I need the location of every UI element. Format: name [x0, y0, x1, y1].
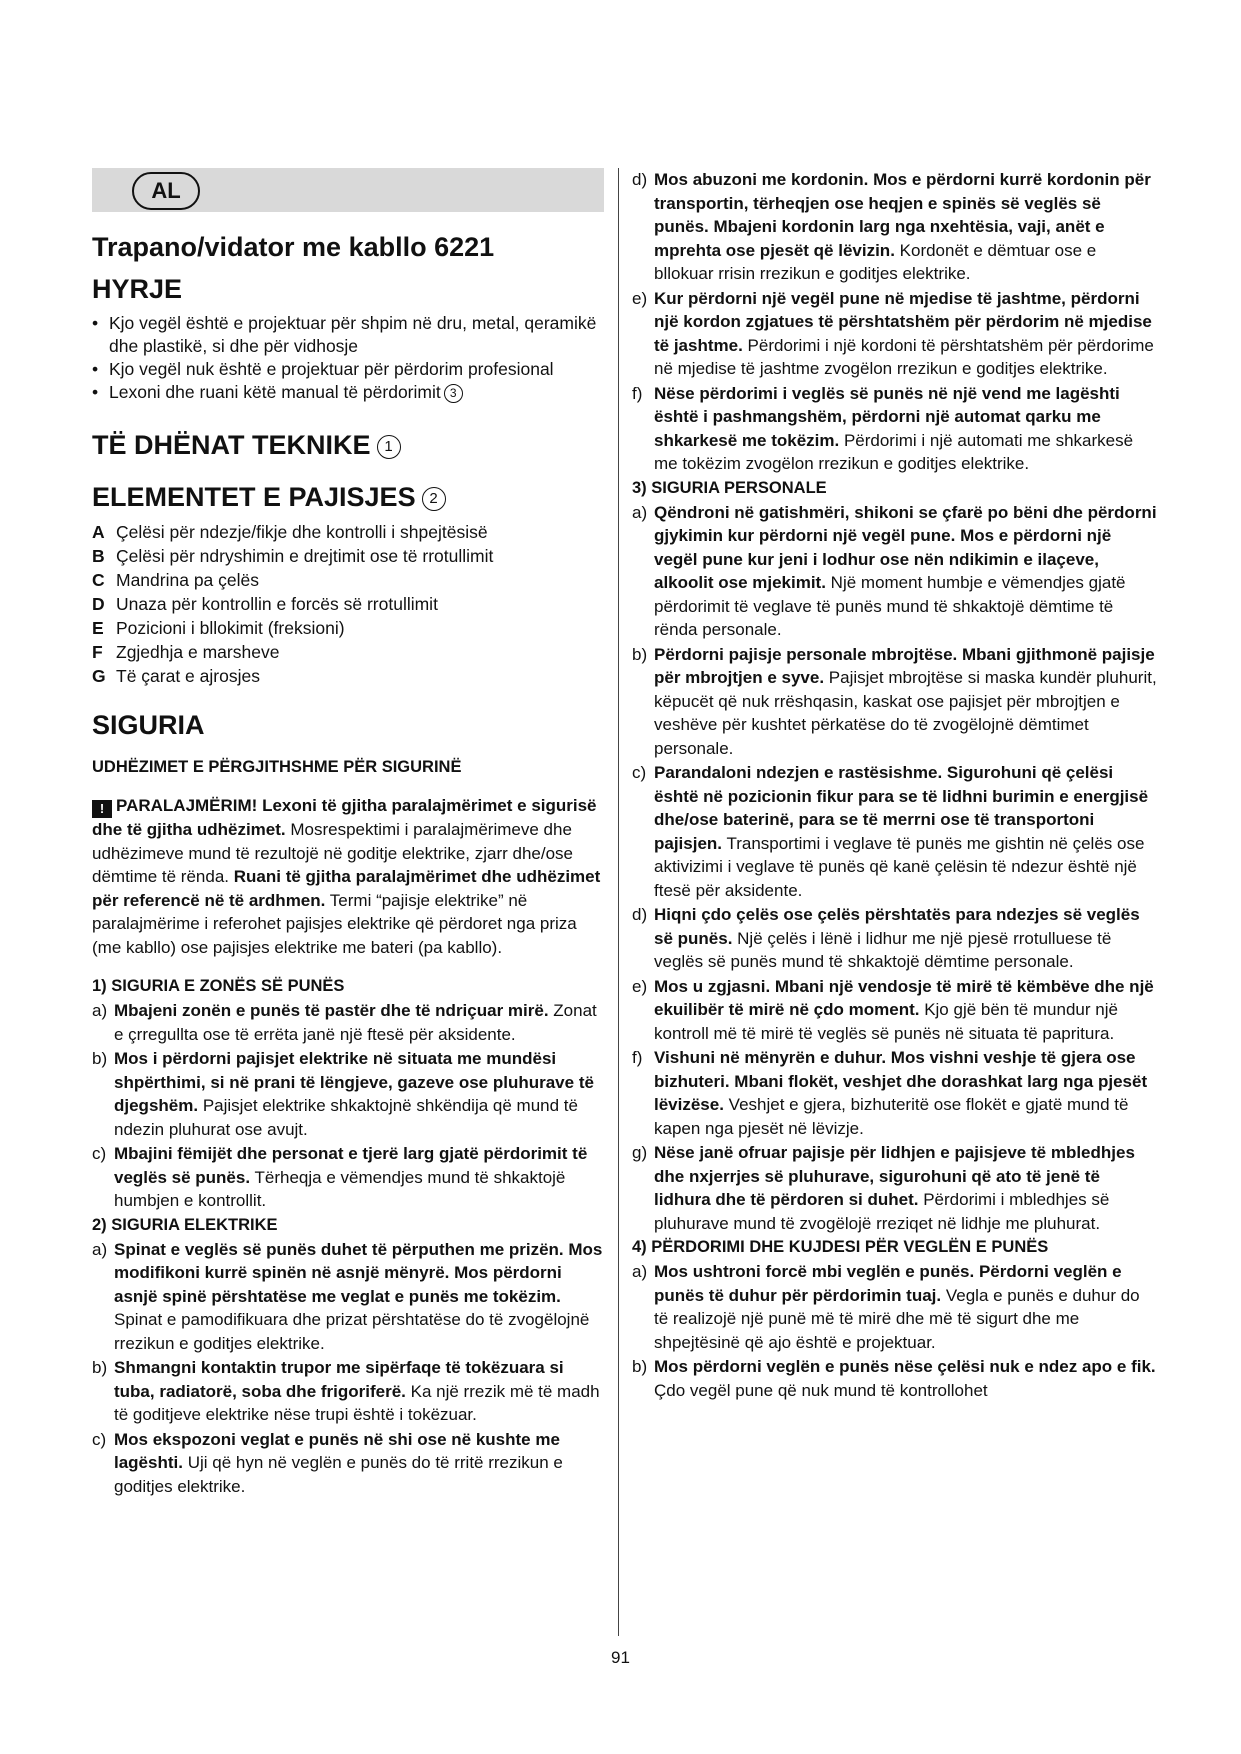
list-item: c) Mos ekspozoni veglat e punës në shi ose në kushte me lagështi. Uji që hyn në veglën e punës do të rritë rrezikun e goditjes elektrike.: [92, 1429, 563, 1496]
list-item: e) Kur përdorni një vegël pune në mjedise të jashtme, përdorni një kordon zgjatues të përshtatshëm për përdorim në mjedise të jashtme. Përdorimi i një kordoni të përshtatshëm për përdorime në mjedise të jashtme zvogëlon rrezikun e goditjes elektrike.: [632, 288, 1154, 378]
left-column: [92, 168, 604, 1499]
list-item: a) Qëndroni në gatishmëri, shikoni se çfarë po bëni dhe përdorni gjykimin kur përdorni një vegël pune. Mos e përdorni një vegël pune kur jeni i lodhur ose nën ndikimin e ilaçeve, alkoolit ose mjekimit. Një moment humbje e vëmendjes gjatë përdorimit të veglave të punës mund të shkaktojë dëmtime të rënda personale.: [632, 502, 1157, 639]
language-badge: AL: [132, 172, 200, 210]
general-safety-heading: UDHËZIMET E PËRGJITHSHME PËR SIGURINË: [92, 758, 462, 776]
list-item: b) Mos përdorni veglën e punës nëse çelësi nuk e ndez apo e fik. Çdo vegël pune që nuk mund të kontrollohet: [632, 1357, 1156, 1400]
intro-list: [92, 312, 604, 404]
column-divider: [618, 168, 619, 1636]
intro-heading: HYRJE: [92, 274, 183, 304]
elements-heading: ELEMENTET E PAJISJES 2: [92, 480, 604, 514]
list-item: e) Mos u zgjasni. Mbani një vendosje të mirë të këmbëve dhe një ekuilibër të mirë në çdo moment. Kjo gjë bën të mundur një kontroll më të mirë të veglës së punës në situata të papritura.: [632, 976, 1154, 1043]
tech-heading: TË DHËNAT TEKNIKE 1: [92, 428, 604, 462]
figure-ref-badge: 2: [422, 487, 446, 511]
warning-icon: !: [92, 800, 112, 818]
section-heading: 3) SIGURIA PERSONALE: [632, 478, 827, 497]
list-item: a) Mbajeni zonën e punës të pastër dhe të ndriçuar mirë. Zonat e çrregullta ose të errëta janë një ftesë për aksidente.: [92, 1001, 597, 1044]
list-item: F Zgjedhja e marsheve: [92, 642, 280, 662]
warning-paragraph: ! PARALAJMËRIM! Lexoni të gjitha paralajmërimet e sigurisë dhe të gjitha udhëzimet. Mosrespektimi i paralajmërimeve dhe udhëzimeve mund të rezultojë në goditje elektrike, zjarr dhe/ose dëmtime të rënda. Ruani të gjitha paralajmërimet dhe udhëzimet për referencë në të ardhmen. Termi “pajisje elektrike” në paralajmërime i referohet pajisjes elektrike që përdoret nga priza (me kabllo) ose pajisjes elektrike me bateri (pa kabllo).: [92, 796, 601, 957]
section-heading: 4) PËRDORIMI DHE KUJDESI PËR VEGLËN E PUNËS: [632, 1238, 1049, 1256]
list-item: C Mandrina pa çelës: [92, 570, 259, 590]
list-item: f) Vishuni në mënyrën e duhur. Mos vishni veshje të gjera ose bizhuteri. Mbani flokët, veshjet dhe dorashkat larg nga pjesët lëvizëse. Veshjet e gjera, bizhuteritë ose flokët e gjatë mund të kapen nga pjesët në lëvizje.: [632, 1048, 1148, 1138]
page-number: 91: [611, 1648, 630, 1667]
list-item: d) Hiqni çdo çelës ose çelës përshtatës para ndezjes së veglës së punës. Një çelës i lënë i lidhur me një pjesë rrotulluese të veglës së punës mund të shkaktojë dëmtime personale.: [632, 905, 1140, 971]
list-item: a) Spinat e veglës së punës duhet të përputhen me prizën. Mos modifikoni kurrë spinën në asnjë mënyrë. Mos përdorni asnjë spinë përshtatëse me veglat e punës me tokëzim. Spinat e pamodifikuara dhe prizat përshtatëse do të zvogëlojnë rrezikun e goditjes elektrike.: [92, 1239, 603, 1353]
list-item: f) Nëse përdorimi i veglës së punës në një vend me lagështi është i pashmangshëm, përdorni një automat qarku me shkarkesë me tokëzim. Përdorimi i një automati me shkarkesë me tokëzim zvogëlon rrezikun e goditjes elektrike.: [632, 383, 1134, 473]
list-item: a) Mos ushtroni forcë mbi veglën e punës. Përdorni veglën e punës të duhur për përdorimin tuaj. Vegla e punës e duhur do të realizojë një punë më të mirë dhe më të sigurt dhe me shpejtësinë që ajo është e projektuar.: [632, 1262, 1140, 1352]
list-item: E Pozicioni i bllokimit (freksioni): [92, 618, 345, 638]
document-title: Trapano/vidator me kabllo 6221: [92, 232, 495, 262]
list-item: b) Përdorni pajisje personale mbrojtëse. Mbani gjithmonë pajisje për mbrojtjen e syve. Pajisjet mbrojtëse si maska kundër pluhurit, këpucët që nuk rrëshqasin, kaskat ose pajisjet për mbrojtjen e veshëve për kushtet përkatëse do të zvogëlojnë dëmtimet personale.: [632, 644, 1157, 758]
elements-list: [92, 520, 604, 688]
list-item: c) Parandaloni ndezjen e rastësishme. Sigurohuni që çelësi është në pozicionin fikur para se të lidhni burimin e energjisë dhe/ose baterinë, para se të merrni ose të transportoni pajisjen. Transportimi i veglave të punës me gishtin në çelës ose aktivizimi i veglave të punës që kanë çelësin të ndezur është një ftesë për aksidente.: [632, 763, 1149, 900]
list-item: A Çelësi për ndezje/fikje dhe kontrolli i shpejtësisë: [92, 522, 488, 542]
figure-ref-badge: 1: [377, 435, 401, 459]
figure-ref-badge: 3: [444, 384, 463, 403]
list-item: d) Mos abuzoni me kordonin. Mos e përdorni kurrë kordonin për transportin, tërheqjen ose heqjen e spinës së veglës së punës. Mbajeni kordonin larg nga nxehtësia, vaji, anët e mprehta ose pjesët që lëvizin. Kordonët e dëmtuar ose e bllokuar rrisin rrezikun e goditjes elektrike.: [632, 170, 1151, 283]
list-item: G Të çarat e ajrosjes: [92, 666, 260, 686]
section-heading: 2) SIGURIA ELEKTRIKE: [92, 1215, 278, 1234]
list-item: • Lexoni dhe ruani këtë manual të përdorimit 3: [92, 381, 604, 404]
list-item: b) Shmangni kontaktin trupor me sipërfaqe të tokëzuara si tuba, radiatorë, soba dhe frigoriferë. Ka një rrezik më të madh të goditjeve elektrike nëse trupi është i tokëzuar.: [92, 1358, 600, 1424]
list-item: c) Mbajini fëmijët dhe personat e tjerë larg gjatë përdorimit të veglës së punës. Tërheqja e vëmendjes mund të shkaktojë humbjen e kontrollit.: [92, 1144, 588, 1210]
list-item: • Kjo vegël është e projektuar për shpim në dru, metal, qeramikë dhe plastikë, si dhe për vidhosje: [92, 312, 604, 358]
language-bar: [92, 168, 604, 212]
right-column: [632, 168, 1158, 1403]
list-item: g) Nëse janë ofruar pajisje për lidhjen e pajisjeve të mbledhjes dhe nxjerrjes së pluhurave, sigurohuni që ato të jenë të lidhura dhe të përdoren si duhet. Përdorimi i mbledhjes së pluhurave mund të zvogëlojë rreziqet në lidhje me pluhurat.: [632, 1143, 1135, 1233]
list-item: B Çelësi për ndryshimin e drejtimit ose të rrotullimit: [92, 546, 494, 566]
section-heading: 1) SIGURIA E ZONËS SË PUNËS: [92, 977, 345, 995]
safety-heading: SIGURIA: [92, 710, 205, 740]
list-item: D Unaza për kontrollin e forcës së rrotullimit: [92, 594, 438, 614]
list-item: b) Mos i përdorni pajisjet elektrike në situata me mundësi shpërthimi, si në prani të lëngjeve, gazeve ose pluhurave të djegshëm. Pajisjet elektrike shkaktojnë shkëndija që mund të ndezin pluhurat ose avujt.: [92, 1049, 594, 1139]
list-item: • Kjo vegël nuk është e projektuar për përdorim profesional: [92, 358, 604, 381]
